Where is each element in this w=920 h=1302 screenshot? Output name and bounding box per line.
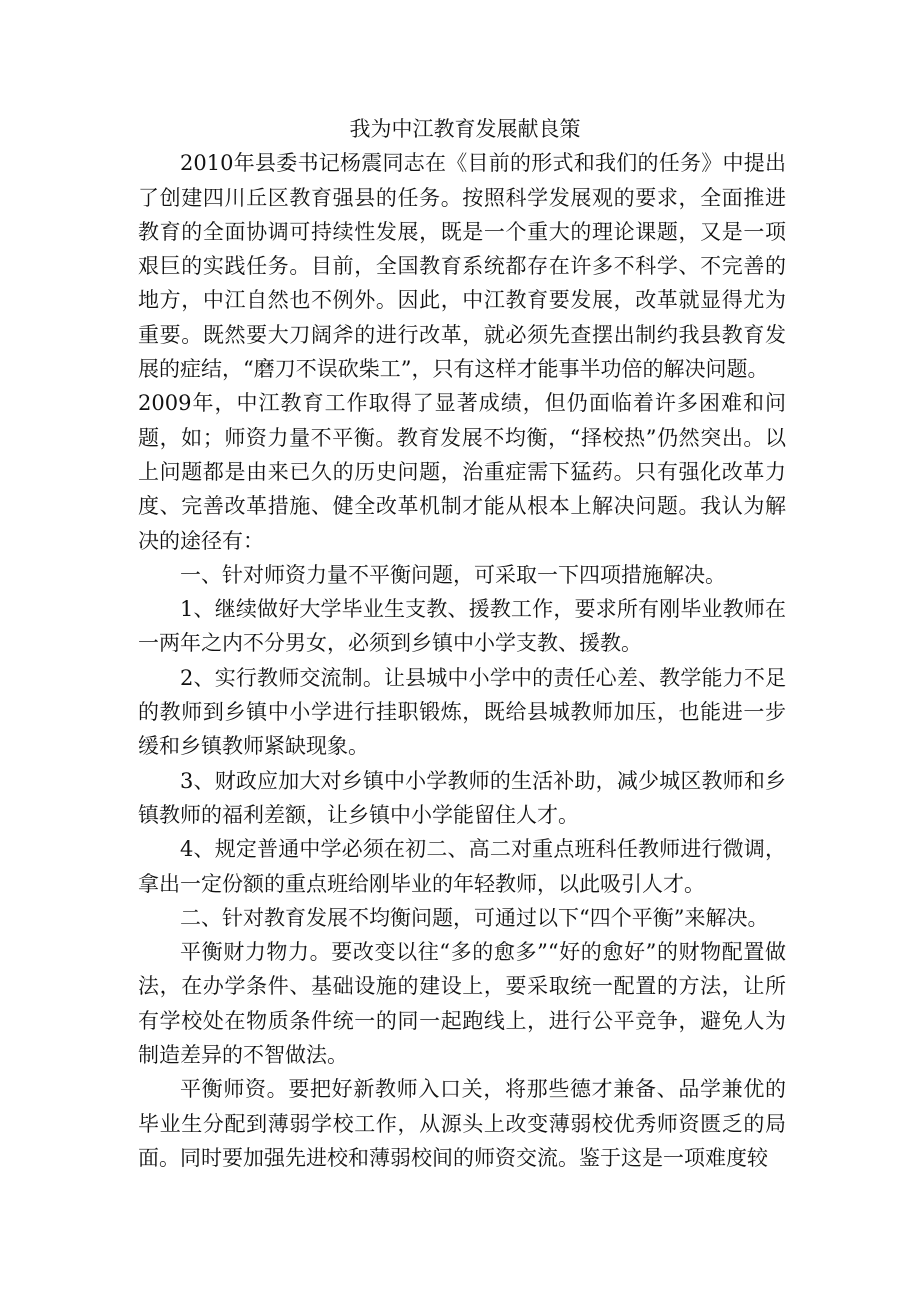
paragraph-measure-1: 1、继续做好大学毕业生支教、援教工作，要求所有刚毕业教师在一两年之内不分男女，必须到乡镇中小学支教、援教。 [138,597,786,656]
paragraph-measure-4: 4、规定普通中学必须在初二、高二对重点班科任教师进行微调，拿出一定份额的重点班给刚毕业的年轻教师，以此吸引人才。 [138,837,786,896]
paragraph-measure-3: 3、财政应加大对乡镇中小学教师的生活补助，减少城区教师和乡镇教师的福利差额，让乡镇中小学能留住人才。 [138,768,786,827]
paragraph-intro: 2010年县委书记杨震同志在《目前的形式和我们的任务》中提出了创建四川丘区教育强县的任务。按照科学发展观的要求，全面推进教育的全面协调可持续性发展，既是一个重大的理论课题，又是一项艰巨的实践任务。目前，全国教育系统都存在许多不科学、不完善的地方，中江自然也不例外。因此，中江教育要发展，改革就显得尤为重要。既然要大刀阔斧的进行改革，就必须先查摆出制约我县教育发展的症结，“磨刀不误砍柴工”，只有这样才能事半功倍的解决问题。 [138,151,786,382]
paragraph-balance-teachers: 平衡师资。要把好新教师入口关，将那些德才兼备、品学兼优的毕业生分配到薄弱学校工作，从源头上改变薄弱校优秀师资匮乏的局面。同时要加强先进校和薄弱校间的师资交流。鉴于这是一项难度较 [138,1077,786,1170]
paragraph-problems: 2009年，中江教育工作取得了显著成绩，但仍面临着许多困难和问题，如；师资力量不平衡。教育发展不均衡，“择校热”仍然突出。以上问题都是由来已久的历史问题，治重症需下猛药。只有强化改革力度、完善改革措施、健全改革机制才能从根本上解决问题。我认为解决的途径有： [138,391,786,553]
paragraph-balance-resources: 平衡财力物力。要改变以往“多的愈多”“好的愈好”的财物配置做法，在办学条件、基础设施的建设上，要采取统一配置的方法，让所有学校处在物质条件统一的同一起跑线上，进行公平竞争，避免人为制造差异的不智做法。 [138,940,786,1068]
document-title: 我为中江教育发展献良策 [349,117,581,141]
paragraph-section-two-heading: 二、针对教育发展不均衡问题，可通过以下“四个平衡”来解决。 [180,905,769,930]
paragraph-section-one-heading: 一、针对师资力量不平衡问题，可采取一下四项措施解决。 [180,562,726,587]
document-body [138,112,786,1175]
paragraph-measure-2: 2、实行教师交流制。让县城中小学中的责任心差、教学能力不足的教师到乡镇中小学进行挂职锻炼，既给县城教师加压，也能进一步缓和乡镇教师紧缺现象。 [138,665,786,759]
